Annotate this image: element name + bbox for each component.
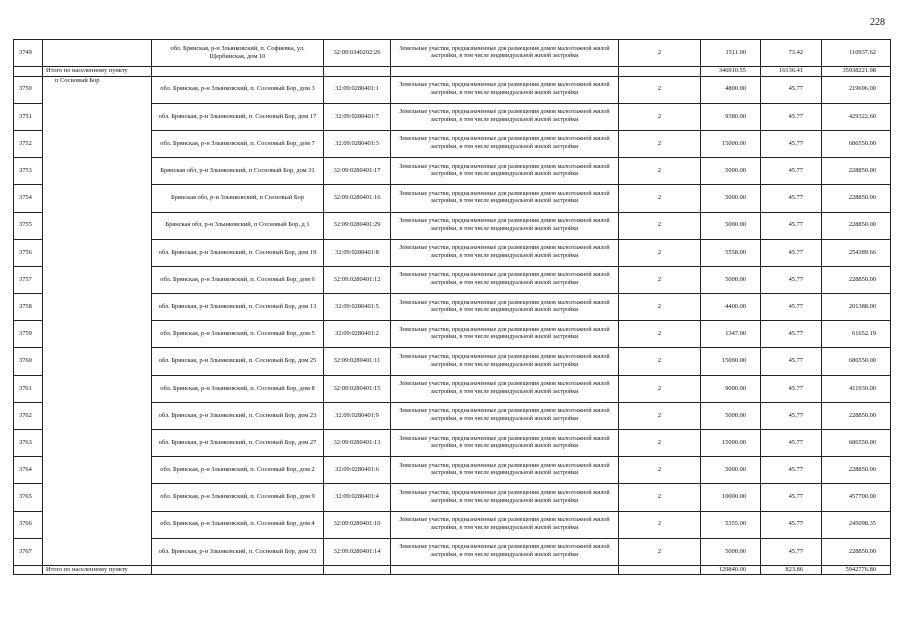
row-number: 3749	[14, 40, 43, 67]
cadastral-cost-cell: 228850.00	[822, 266, 891, 293]
settlement-cell	[43, 40, 152, 67]
table-body	[14, 40, 891, 575]
land-use-cell: Земельные участки, предназначенные для размещения домов малоэтажной жилой застройки, в том числе индивидуальной жилой застройки	[391, 40, 619, 67]
category-cell: 2	[619, 402, 701, 429]
cadastral-number-cell: 32:09:0280401:3	[324, 130, 391, 157]
category-cell: 2	[619, 375, 701, 402]
land-use-cell: Земельные участки, предназначенные для размещения домов малоэтажной жилой застройки, в том числе индивидуальной жилой застройки	[391, 321, 619, 348]
total-cost: 35938221.98	[822, 67, 891, 76]
row-number: 3753	[14, 158, 43, 185]
area-cell: 15000.00	[701, 348, 761, 375]
total-cost: 5942776.80	[822, 565, 891, 574]
row-number: 3766	[14, 511, 43, 538]
land-use-cell: Земельные участки, предназначенные для размещения домов малоэтажной жилой застройки, в том числе индивидуальной жилой застройки	[391, 158, 619, 185]
total-blank-cell	[14, 565, 43, 574]
total-blank-cell	[619, 565, 701, 574]
row-number: 3750	[14, 76, 43, 103]
cadastral-number-cell: 32:09:0280401:29	[324, 212, 391, 239]
specific-value-cell: 45.77	[761, 294, 822, 321]
address-cell: Брянская обл, р-н Злынковский, п Сосновый Бор, дом 31	[152, 158, 324, 185]
area-cell: 1511.00	[701, 40, 761, 67]
cadastral-cost-cell: 228850.00	[822, 402, 891, 429]
table-row	[14, 40, 891, 67]
address-cell: обл. Брянская, р-н Злынковский, п. Сосновый Бор, дом 27	[152, 430, 324, 457]
cadastral-number-cell: 32:09:0280401:16	[324, 185, 391, 212]
cadastral-number-cell: 32:09:0280401:2	[324, 321, 391, 348]
address-cell: обл. Брянская, р-н Злынковский, п. Софиевка, ул. Щербинская, дом 10	[152, 40, 324, 67]
specific-value-cell: 45.77	[761, 402, 822, 429]
specific-value-cell: 45.77	[761, 321, 822, 348]
row-number: 3763	[14, 430, 43, 457]
land-use-cell: Земельные участки, предназначенные для размещения домов малоэтажной жилой застройки, в том числе индивидуальной жилой застройки	[391, 511, 619, 538]
land-use-cell: Земельные участки, предназначенные для размещения домов малоэтажной жилой застройки, в том числе индивидуальной жилой застройки	[391, 76, 619, 103]
address-cell: Брянская обл, р-н Злынковский, п Сосновый Бор	[152, 185, 324, 212]
category-cell: 2	[619, 40, 701, 67]
row-number: 3764	[14, 457, 43, 484]
area-cell: 5000.00	[701, 212, 761, 239]
address-cell: обл. Брянская, р-н Злынковский, п. Сосновый Бор, дом 23	[152, 402, 324, 429]
area-cell: 9380.00	[701, 103, 761, 130]
row-number: 3757	[14, 266, 43, 293]
land-use-cell: Земельные участки, предназначенные для размещения домов малоэтажной жилой застройки, в том числе индивидуальной жилой застройки	[391, 430, 619, 457]
row-number: 3759	[14, 321, 43, 348]
land-use-cell: Земельные участки, предназначенные для размещения домов малоэтажной жилой застройки, в том числе индивидуальной жилой застройки	[391, 538, 619, 565]
cadastral-cost-cell: 686550.00	[822, 348, 891, 375]
total-row	[14, 67, 891, 76]
land-use-cell: Земельные участки, предназначенные для размещения домов малоэтажной жилой застройки, в том числе индивидуальной жилой застройки	[391, 484, 619, 511]
specific-value-cell: 45.77	[761, 103, 822, 130]
total-specific-value: 16136.41	[761, 67, 822, 76]
total-label: Итого по населенному пункту	[43, 565, 152, 574]
cadastral-cost-cell: 228850.00	[822, 457, 891, 484]
category-cell: 2	[619, 266, 701, 293]
land-use-cell: Земельные участки, предназначенные для размещения домов малоэтажной жилой застройки, в том числе индивидуальной жилой застройки	[391, 103, 619, 130]
specific-value-cell: 45.77	[761, 212, 822, 239]
area-cell: 15000.00	[701, 130, 761, 157]
cadastral-cost-cell: 61652.19	[822, 321, 891, 348]
cadastral-cost-cell: 411930.00	[822, 375, 891, 402]
specific-value-cell: 45.77	[761, 348, 822, 375]
total-area: 129840.00	[701, 565, 761, 574]
row-number: 3758	[14, 294, 43, 321]
address-cell: обл. Брянская, р-н Злынковский, п. Сосновый Бор, дом 9	[152, 484, 324, 511]
address-cell: обл. Брянская, р-н Злынковский, п. Сосновый Бор, дом 8	[152, 375, 324, 402]
category-cell: 2	[619, 158, 701, 185]
total-area: 346910.55	[701, 67, 761, 76]
cadastral-number-cell: 32:09:0280401:11	[324, 348, 391, 375]
total-specific-value: 823.86	[761, 565, 822, 574]
land-use-cell: Земельные участки, предназначенные для размещения домов малоэтажной жилой застройки, в том числе индивидуальной жилой застройки	[391, 212, 619, 239]
total-row	[14, 565, 891, 574]
specific-value-cell: 45.77	[761, 484, 822, 511]
page-number: 228	[870, 17, 885, 28]
cadastral-number-cell: 32:09:0280401:10	[324, 511, 391, 538]
land-use-cell: Земельные участки, предназначенные для размещения домов малоэтажной жилой застройки, в том числе индивидуальной жилой застройки	[391, 185, 619, 212]
row-number: 3756	[14, 239, 43, 266]
address-cell: обл. Брянская, р-н Злынковский, п. Сосновый Бор, дом 6	[152, 266, 324, 293]
row-number: 3755	[14, 212, 43, 239]
cadastral-cost-cell: 228850.00	[822, 185, 891, 212]
category-cell: 2	[619, 430, 701, 457]
cadastral-cost-cell: 219696.00	[822, 76, 891, 103]
specific-value-cell: 45.77	[761, 239, 822, 266]
cadastral-number-cell: 32:09:0280401:15	[324, 375, 391, 402]
cadastral-cost-cell: 429322.60	[822, 103, 891, 130]
total-blank-cell	[14, 67, 43, 76]
total-label: Итого по населенному пункту	[43, 67, 152, 76]
area-cell: 5355.00	[701, 511, 761, 538]
table-row	[14, 76, 891, 103]
address-cell: обл. Брянская, р-н Злынковский, п. Сосновый Бор, дом 5	[152, 321, 324, 348]
total-blank-cell	[152, 67, 324, 76]
land-use-cell: Земельные участки, предназначенные для размещения домов малоэтажной жилой застройки, в том числе индивидуальной жилой застройки	[391, 348, 619, 375]
specific-value-cell: 45.77	[761, 266, 822, 293]
specific-value-cell: 45.77	[761, 130, 822, 157]
cadastral-cost-cell: 110937.62	[822, 40, 891, 67]
category-cell: 2	[619, 294, 701, 321]
cadastral-number-cell: 32:09:0280401:8	[324, 239, 391, 266]
specific-value-cell: 45.77	[761, 76, 822, 103]
area-cell: 5000.00	[701, 185, 761, 212]
category-cell: 2	[619, 511, 701, 538]
specific-value-cell: 45.77	[761, 538, 822, 565]
cadastral-number-cell: 32:09:0280401:7	[324, 103, 391, 130]
land-use-cell: Земельные участки, предназначенные для размещения домов малоэтажной жилой застройки, в том числе индивидуальной жилой застройки	[391, 130, 619, 157]
cadastral-number-cell: 32:09:0280401:13	[324, 430, 391, 457]
area-cell: 5000.00	[701, 402, 761, 429]
specific-value-cell: 73.42	[761, 40, 822, 67]
land-use-cell: Земельные участки, предназначенные для размещения домов малоэтажной жилой застройки, в том числе индивидуальной жилой застройки	[391, 239, 619, 266]
category-cell: 2	[619, 484, 701, 511]
total-blank-cell	[152, 565, 324, 574]
category-cell: 2	[619, 321, 701, 348]
address-cell: обл. Брянская, р-н Злынковский, п. Сосновый Бор, дом 19	[152, 239, 324, 266]
row-number: 3762	[14, 402, 43, 429]
category-cell: 2	[619, 130, 701, 157]
cadastral-number-cell: 32:09:0280401:4	[324, 484, 391, 511]
cadastral-number-cell: 32:09:0280401:1	[324, 76, 391, 103]
row-number: 3752	[14, 130, 43, 157]
address-cell: обл. Брянская, р-н Злынковский, п. Сосновый Бор, дом 2	[152, 457, 324, 484]
address-cell: Брянская обл, р-н Злынковский, п Сосновый Бор, д 1	[152, 212, 324, 239]
cadastral-cost-cell: 228850.00	[822, 538, 891, 565]
category-cell: 2	[619, 103, 701, 130]
land-use-cell: Земельные участки, предназначенные для размещения домов малоэтажной жилой застройки, в том числе индивидуальной жилой застройки	[391, 375, 619, 402]
cadastral-number-cell: 32:09:0280401:12	[324, 266, 391, 293]
address-cell: обл. Брянская, р-н Злынковский, п. Сосновый Бор, дом 17	[152, 103, 324, 130]
area-cell: 9000.00	[701, 375, 761, 402]
row-number: 3754	[14, 185, 43, 212]
cadastral-cost-cell: 228850.00	[822, 158, 891, 185]
row-number: 3761	[14, 375, 43, 402]
cadastral-number-cell: 32:09:0280401:9	[324, 402, 391, 429]
total-blank-cell	[619, 67, 701, 76]
area-cell: 5000.00	[701, 266, 761, 293]
cadastral-cost-cell: 245098.35	[822, 511, 891, 538]
total-blank-cell	[391, 565, 619, 574]
cadastral-number-cell: 32:09:0280401:6	[324, 457, 391, 484]
cadastral-number-cell: 32:09:0280401:17	[324, 158, 391, 185]
land-use-cell: Земельные участки, предназначенные для размещения домов малоэтажной жилой застройки, в том числе индивидуальной жилой застройки	[391, 294, 619, 321]
cadastral-cost-cell: 228850.00	[822, 212, 891, 239]
specific-value-cell: 45.77	[761, 158, 822, 185]
cadastral-cost-cell: 201388.00	[822, 294, 891, 321]
total-blank-cell	[391, 67, 619, 76]
category-cell: 2	[619, 212, 701, 239]
specific-value-cell: 45.77	[761, 375, 822, 402]
category-cell: 2	[619, 457, 701, 484]
category-cell: 2	[619, 239, 701, 266]
category-cell: 2	[619, 185, 701, 212]
cadastral-cost-cell: 254389.66	[822, 239, 891, 266]
row-number: 3767	[14, 538, 43, 565]
settlement-name: п Сосновый Бор	[43, 76, 152, 565]
cadastral-number-cell: 32:09:0340202:26	[324, 40, 391, 67]
category-cell: 2	[619, 538, 701, 565]
area-cell: 1347.00	[701, 321, 761, 348]
row-number: 3760	[14, 348, 43, 375]
land-use-cell: Земельные участки, предназначенные для размещения домов малоэтажной жилой застройки, в том числе индивидуальной жилой застройки	[391, 266, 619, 293]
address-cell: обл. Брянская, р-н Злынковский, п. Сосновый Бор, дом 3	[152, 76, 324, 103]
address-cell: обл. Брянская, р-н Злынковский, п. Сосновый Бор, дом 33	[152, 538, 324, 565]
cadastral-cost-cell: 686550.00	[822, 130, 891, 157]
specific-value-cell: 45.77	[761, 457, 822, 484]
area-cell: 5000.00	[701, 158, 761, 185]
specific-value-cell: 45.77	[761, 511, 822, 538]
specific-value-cell: 45.77	[761, 185, 822, 212]
address-cell: обл. Брянская, р-н Злынковский, п. Сосновый Бор, дом 13	[152, 294, 324, 321]
cadastral-cost-cell: 457700.00	[822, 484, 891, 511]
address-cell: обл. Брянская, р-н Злынковский, п. Сосновый Бор, дом 7	[152, 130, 324, 157]
specific-value-cell: 45.77	[761, 430, 822, 457]
cadastral-valuation-table	[13, 39, 891, 575]
cadastral-cost-cell: 686550.00	[822, 430, 891, 457]
cadastral-number-cell: 32:09:0280401:14	[324, 538, 391, 565]
area-cell: 4800.00	[701, 76, 761, 103]
area-cell: 10000.00	[701, 484, 761, 511]
area-cell: 15000.00	[701, 430, 761, 457]
address-cell: обл. Брянская, р-н Злынковский, п. Сосновый Бор, дом 25	[152, 348, 324, 375]
area-cell: 5558.00	[701, 239, 761, 266]
total-blank-cell	[324, 565, 391, 574]
total-blank-cell	[324, 67, 391, 76]
row-number: 3765	[14, 484, 43, 511]
category-cell: 2	[619, 348, 701, 375]
address-cell: обл. Брянская, р-н Злынковский, п. Сосновый Бор, дом 4	[152, 511, 324, 538]
area-cell: 4400.00	[701, 294, 761, 321]
area-cell: 5000.00	[701, 538, 761, 565]
land-use-cell: Земельные участки, предназначенные для размещения домов малоэтажной жилой застройки, в том числе индивидуальной жилой застройки	[391, 457, 619, 484]
row-number: 3751	[14, 103, 43, 130]
cadastral-number-cell: 32:09:0280401:5	[324, 294, 391, 321]
area-cell: 5000.00	[701, 457, 761, 484]
category-cell: 2	[619, 76, 701, 103]
land-use-cell: Земельные участки, предназначенные для размещения домов малоэтажной жилой застройки, в том числе индивидуальной жилой застройки	[391, 402, 619, 429]
